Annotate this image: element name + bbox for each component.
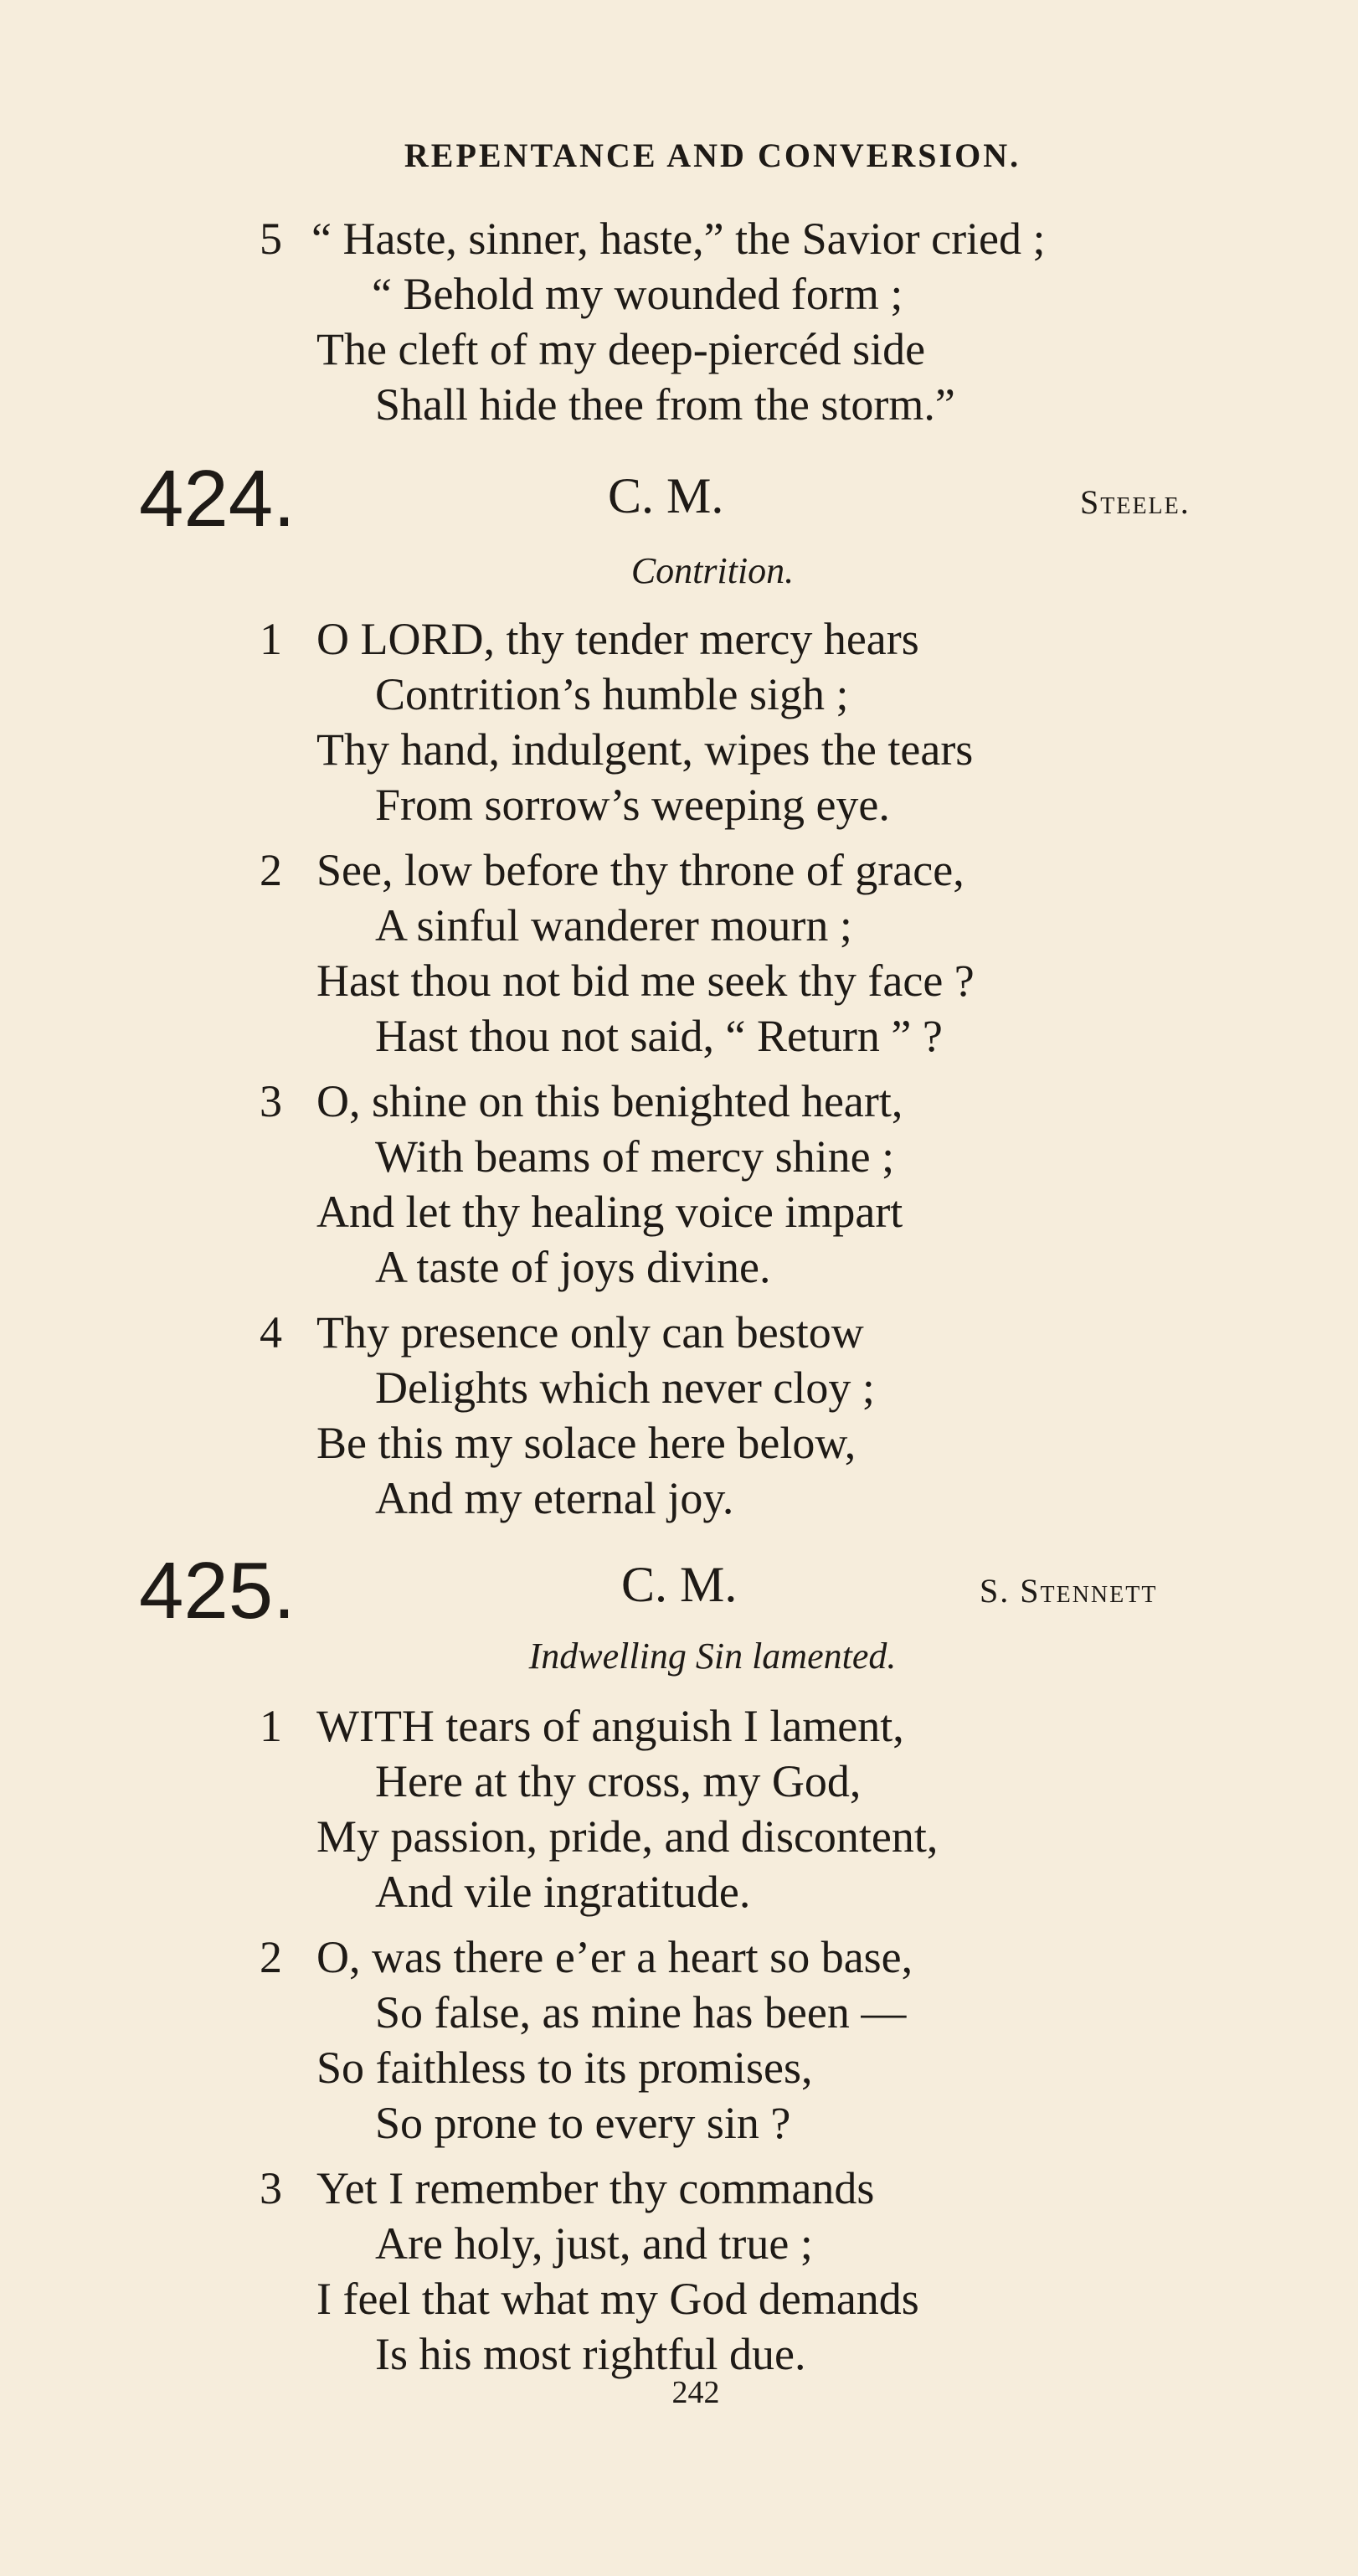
verse-line: Be this my solace here below, xyxy=(316,1418,856,1468)
hymn-author: S. Stennett xyxy=(980,1572,1158,1610)
stanza-number: 5 xyxy=(260,214,282,264)
verse-line: O LORD, thy tender mercy hears xyxy=(316,614,919,664)
verse-line: Shall hide thee from the storm.” xyxy=(375,379,955,430)
stanza-number: 1 xyxy=(260,1701,282,1751)
hymn-subtitle: Contrition. xyxy=(630,550,795,591)
stanza-number: 2 xyxy=(260,845,282,895)
verse-line: Delights which never cloy ; xyxy=(375,1363,875,1413)
hymn-meter: C. M. xyxy=(621,1557,738,1612)
verse-line: Hast thou not said, “ Return ” ? xyxy=(375,1011,943,1061)
stanza-number: 1 xyxy=(260,614,282,664)
hymn-subtitle: Indwelling Sin lamented. xyxy=(528,1636,897,1677)
verse-line: Is his most rightful due. xyxy=(375,2329,806,2379)
verse-line: O, was there e’er a heart so base, xyxy=(316,1932,913,1982)
verse-line: So prone to every sin ? xyxy=(375,2098,791,2148)
verse-line: And let thy healing voice impart xyxy=(316,1187,903,1237)
verse-line: Hast thou not bid me seek thy face ? xyxy=(316,956,975,1006)
verse-line: My passion, pride, and discontent, xyxy=(316,1811,939,1862)
hymn-meter: C. M. xyxy=(608,468,724,523)
running-head: REPENTANCE AND CONVERSION. xyxy=(404,137,1021,174)
verse-line: “ Haste, sinner, haste,” the Savior cried ; xyxy=(311,214,1046,264)
verse-line: Here at thy cross, my God, xyxy=(375,1756,862,1806)
verse-line: O, shine on this benighted heart, xyxy=(316,1076,903,1126)
verse-line: So false, as mine has been — xyxy=(375,1987,907,2038)
verse-line: So faithless to its promises, xyxy=(316,2043,813,2093)
verse-line: WITH tears of anguish I lament, xyxy=(316,1701,904,1751)
hymn-number: 425. xyxy=(139,1546,296,1636)
stanza-number: 2 xyxy=(260,1932,282,1982)
hymn-number: 424. xyxy=(139,454,296,544)
verse-line: Are holy, just, and true ; xyxy=(375,2218,813,2269)
verse-line: “ Behold my wounded form ; xyxy=(372,269,903,319)
verse-line: A sinful wanderer mourn ; xyxy=(375,900,852,951)
verse-line: A taste of joys divine. xyxy=(375,1242,771,1292)
verse-line: Thy hand, indulgent, wipes the tears xyxy=(316,724,974,775)
verse-line: And my eternal joy. xyxy=(375,1473,734,1523)
verse-line: Thy presence only can bestow xyxy=(316,1307,864,1358)
verse-line: From sorrow’s weeping eye. xyxy=(375,780,890,830)
verse-line: I feel that what my God demands xyxy=(316,2274,919,2324)
verse-line: Yet I remember thy commands xyxy=(316,2163,875,2213)
verse-line: With beams of mercy shine ; xyxy=(375,1131,895,1182)
hymn-author: Steele. xyxy=(1080,483,1191,521)
stanza-number: 3 xyxy=(260,2163,282,2213)
verse-line: And vile ingratitude. xyxy=(375,1867,751,1917)
verse-line: The cleft of my deep-piercéd side xyxy=(316,324,926,374)
verse-line: Contrition’s humble sigh ; xyxy=(375,669,849,719)
stanza-number: 3 xyxy=(260,1076,282,1126)
verse-line: See, low before thy throne of grace, xyxy=(316,845,964,895)
stanza-number: 4 xyxy=(260,1307,282,1358)
page-number: 242 xyxy=(671,2375,720,2410)
